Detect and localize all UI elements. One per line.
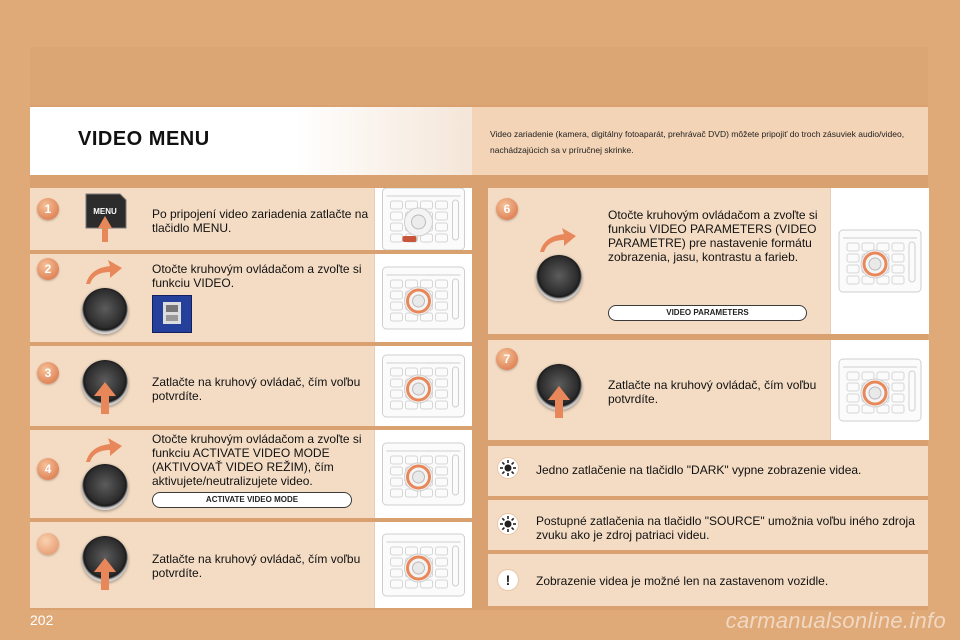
step-text: Zatlačte na kruhový ovládač, čím voľbu potvrdíte. <box>152 375 361 403</box>
sun-icon <box>498 514 518 534</box>
rotary-knob-icon <box>82 288 128 334</box>
menu-option-pill: ACTIVATE VIDEO MODE <box>152 492 352 508</box>
step-number-badge: 7 <box>496 348 518 370</box>
rotary-knob-icon <box>536 255 582 301</box>
radio-panel <box>374 254 472 342</box>
step-number-badge: 3 <box>37 362 59 384</box>
header-strip <box>30 47 928 105</box>
step-text: Zatlačte na kruhový ovládač, čím voľbu potvrdíte. <box>608 378 817 406</box>
step-number-badge: 2 <box>37 258 59 280</box>
sun-icon <box>498 458 518 478</box>
video-source-icon <box>152 295 192 333</box>
step-text: Zatlačte na kruhový ovládač, čím voľbu potvrdíte. <box>152 552 361 580</box>
step-text: Otočte kruhovým ovládačom a zvoľte si funkciu VIDEO PARAMETERS (VIDEO PARAMETRE) pre nastavenie formátu zobrazenia, jasu, kontrastu a farieb. <box>608 208 818 264</box>
rotary-knob-icon <box>82 464 128 510</box>
step-number-badge <box>37 533 59 555</box>
press-arrow-icon <box>92 382 118 414</box>
menu-option-pill: VIDEO PARAMETERS <box>608 305 807 321</box>
radio-panel <box>830 340 929 440</box>
note-text: Postupné zatlačenia na tlačidlo "SOURCE" umožnia voľbu iného zdroja zvuku ako je zdroj patriaci videu. <box>536 514 915 542</box>
step-text: Otočte kruhovým ovládačom a zvoľte si funkciu VIDEO. <box>152 262 362 290</box>
press-arrow-icon <box>546 386 572 418</box>
radio-panel <box>374 346 472 426</box>
page-title: VIDEO MENU <box>78 128 210 150</box>
radio-panel <box>374 188 472 250</box>
page-number: 202 <box>30 612 54 628</box>
radio-panel <box>374 522 472 608</box>
exclamation-icon: ! <box>498 570 518 590</box>
step-text: Po pripojení video zariadenia zatlačte na tlačidlo MENU. <box>152 207 369 235</box>
radio-panel <box>374 430 472 518</box>
rotate-arrow-icon <box>84 258 124 286</box>
step-number-badge: 4 <box>37 458 59 480</box>
rotate-arrow-icon <box>538 226 578 254</box>
step-number-badge: 6 <box>496 198 518 220</box>
press-arrow-icon <box>92 558 118 590</box>
step-text: Otočte kruhovým ovládačom a zvoľte si funkciu ACTIVATE VIDEO MODE (AKTIVOVAŤ VIDEO REŽIM), čím aktivujete/neutralizujete video. <box>152 432 362 488</box>
note-text: Zobrazenie videa je možné len na zastavenom vozidle. <box>536 574 829 588</box>
menu-button-label: MENU <box>93 207 117 216</box>
rotate-arrow-icon <box>84 436 124 464</box>
menu-button-icon <box>82 192 128 244</box>
watermark: carmanualsonline.info <box>725 608 946 633</box>
step-number-badge: 1 <box>37 198 59 220</box>
radio-panel <box>830 188 929 334</box>
note-text: Jedno zatlačenie na tlačidlo "DARK" vypne zobrazenie videa. <box>536 463 862 477</box>
intro-text: Video zariadenie (kamera, digitálny fotoaparát, prehrávač DVD) môžete pripojiť do troch zásuviek audio/video, nachádzajúcich sa v príručnej skrinke. <box>490 129 905 155</box>
